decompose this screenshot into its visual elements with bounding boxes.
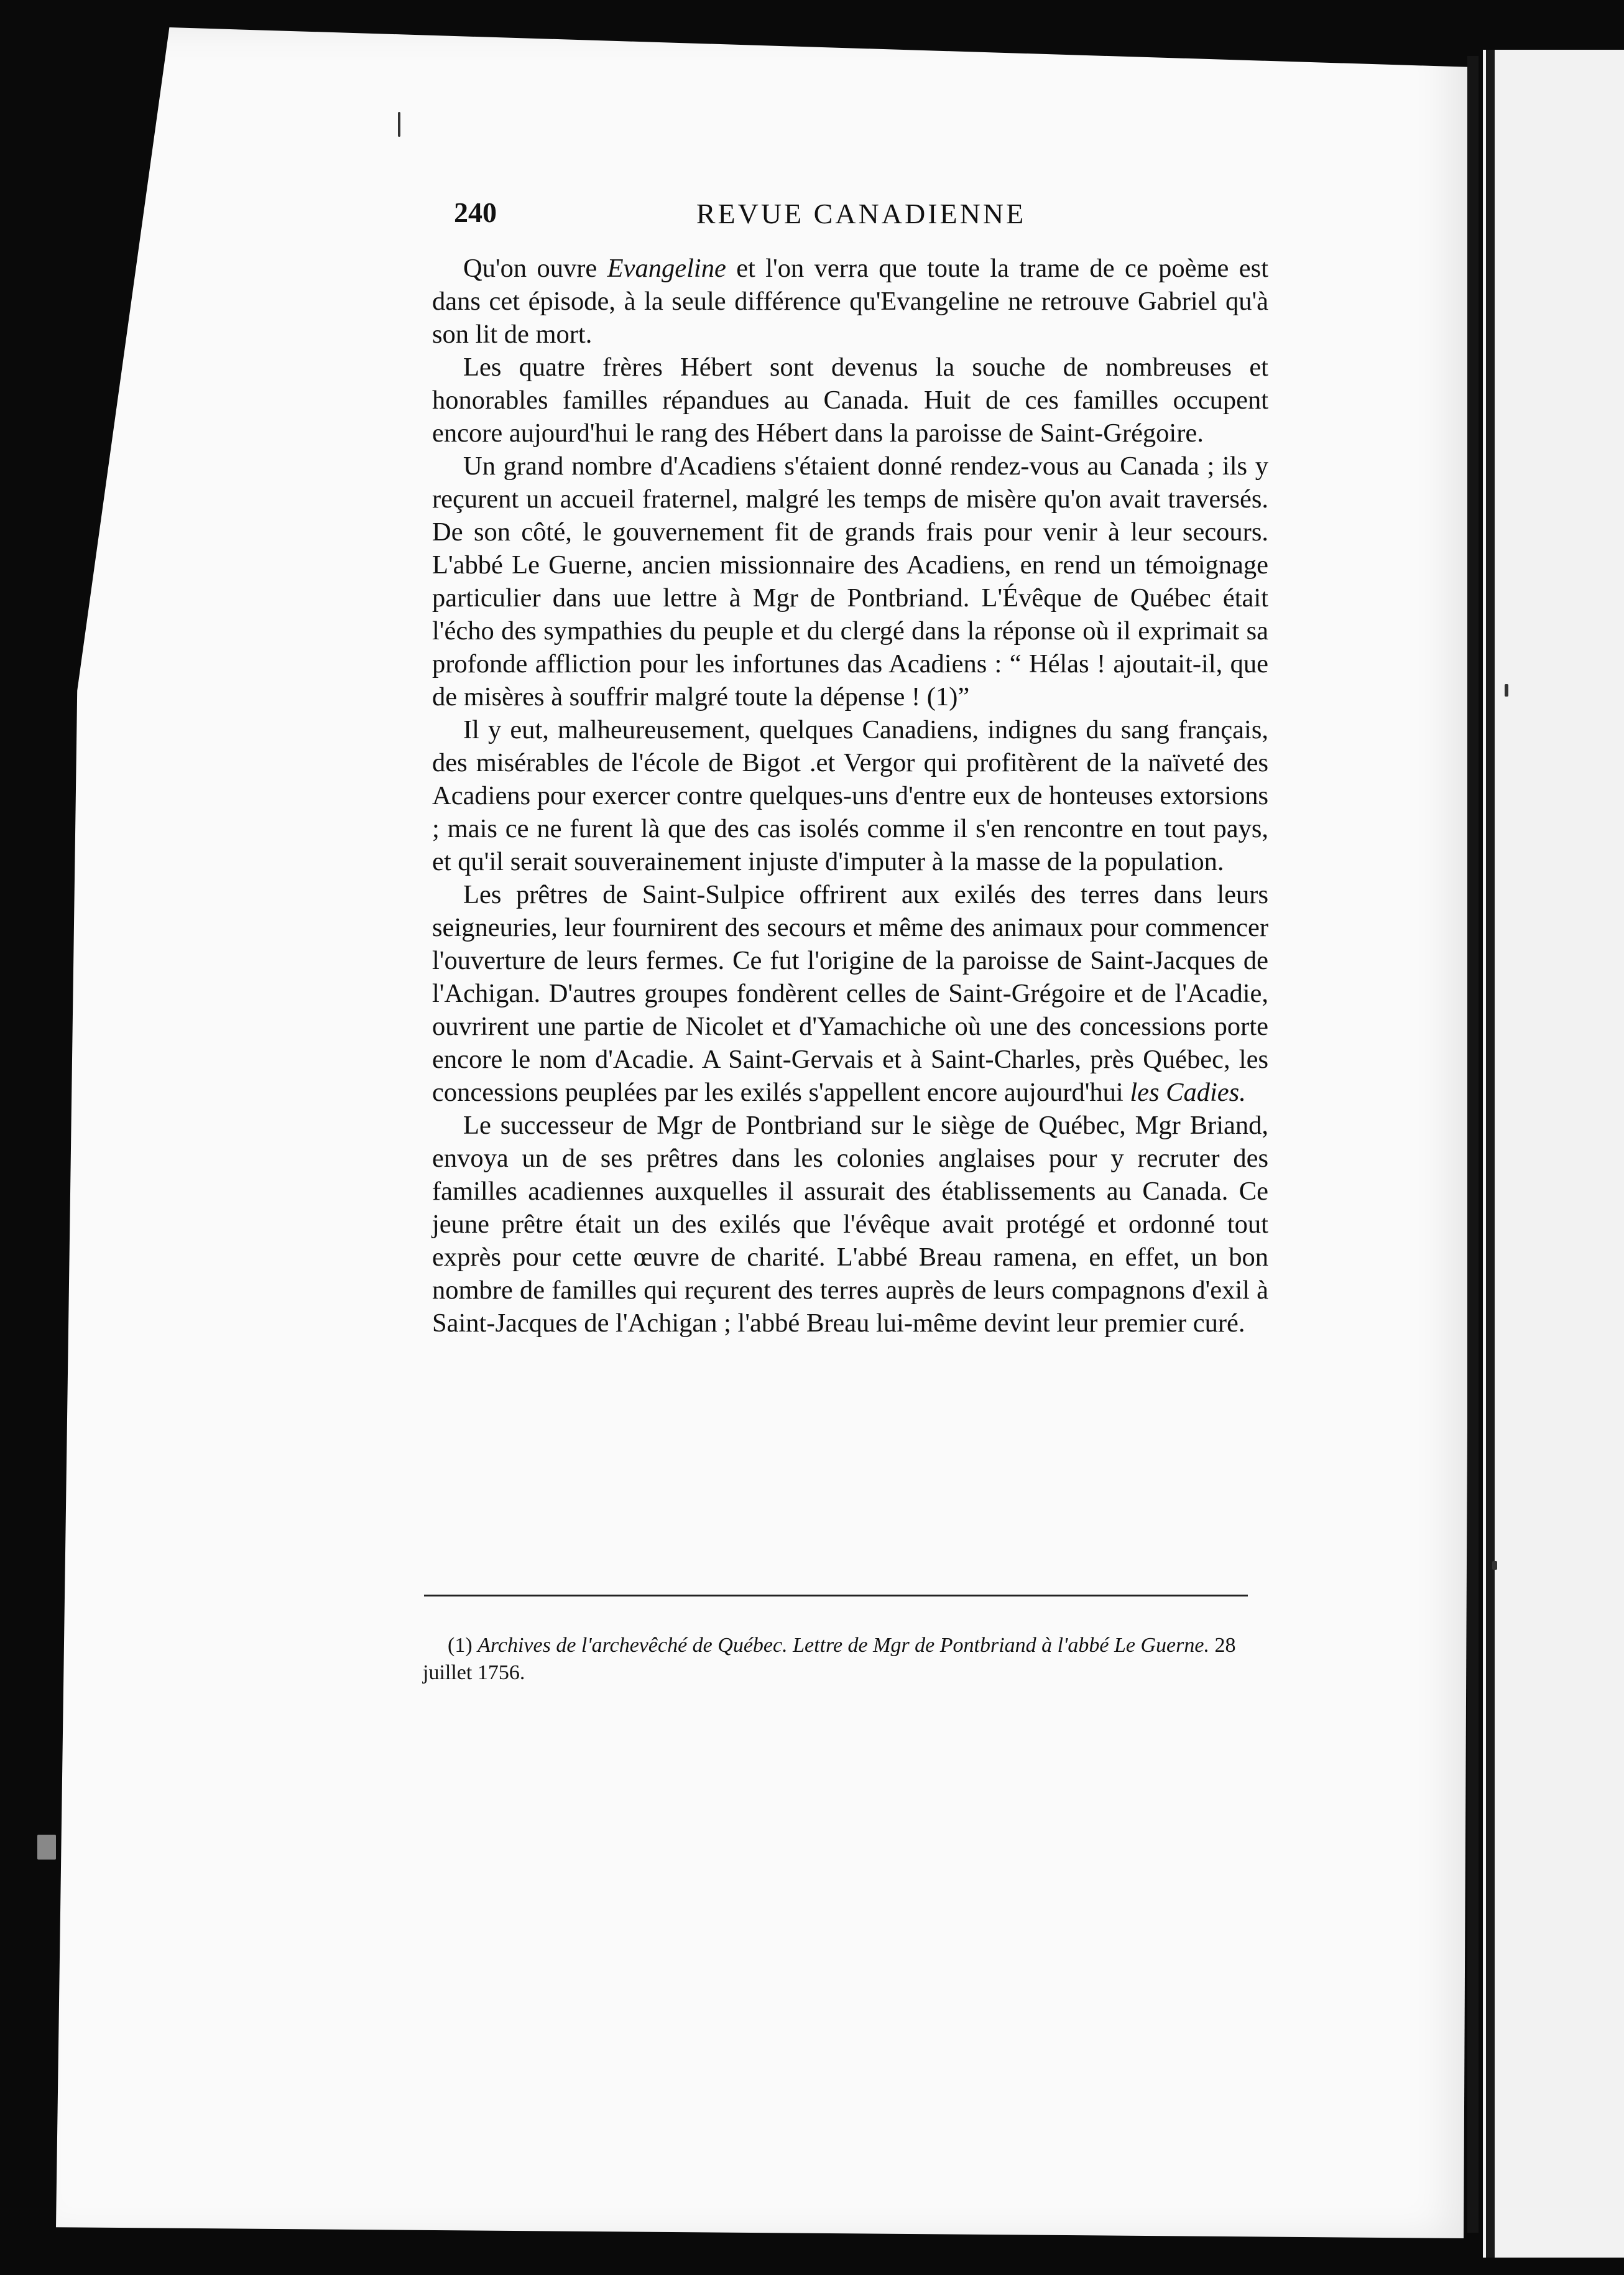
scan-speck xyxy=(398,112,400,137)
page-edge-shadow xyxy=(1467,56,1479,2233)
paragraph xyxy=(432,878,1268,1109)
paragraph: Le successeur de Mgr de Pontbriand sur le siège de Québec, Mgr Briand, envoya un de ses prêtres dans les colonies anglaises pour y recruter des familles acadiennes auxquelles il assurait des établissements au Canada. Ce jeune prêtre était un des exilés que l'évêque avait protégé et ordonné tout exprès pour cette œuvre de charité. L'abbé Breau ramena, en effet, un bon nombre de familles qui reçurent des terres auprès de leurs compagnons d'exil à Saint-Jacques de l'Achigan ; l'abbé Breau lui-même devint leur premier curé. xyxy=(432,1111,1268,1338)
adjacent-page xyxy=(1483,50,1624,2258)
paragraph-text: et l'on verra que toute la trame de ce poème est dans cet épisode, à la seule différence qu'Evangeline ne retrouve Gabriel qu'à son lit de mort. xyxy=(432,254,1269,349)
paragraph-text: Qu'on ouvre xyxy=(463,254,607,283)
page-number: 240 xyxy=(454,197,497,228)
binding-edge xyxy=(1486,50,1495,2258)
scan-speck xyxy=(37,1835,56,1860)
paragraph: Il y eut, malheureusement, quelques Canadiens, indignes du sang français, des misérables de l'école de Bigot .et Vergor qui profitèrent de la naïveté des Acadiens pour exercer contre quelques-uns d'entre eux de honteuses extorsions ; mais ce ne furent là que des cas isolés comme il s'en rencontre en tout pays, et qu'il serait souverainement injuste d'imputer à la masse de la population. xyxy=(432,715,1268,876)
footnote-divider xyxy=(424,1595,1248,1596)
scan-speck xyxy=(1505,684,1508,697)
paragraph: Un grand nombre d'Acadiens s'étaient donné rendez-vous au Canada ; ils y reçurent un accueil fraternel, malgré les temps de misère qu'on avait traversés. De son côté, le gouvernement fit de grands frais pour venir à leur secours. L'abbé Le Guerne, ancien missionnaire des Acadiens, en rend un témoignage particulier dans uue lettre à Mgr de Pontbriand. L'Évêque de Québec était l'écho des sympathies du peuple et du clergé dans la réponse où il exprimait sa profonde affliction pour les infortunes das Acadiens : “ Hélas ! ajoutait-il, que de misères à souffrir malgré toute la dépense ! (1)” xyxy=(432,452,1268,711)
paragraph: Les quatre frères Hébert sont devenus la souche de nombreuses et honorables familles répandues au Canada. Huit de ces familles occupent encore aujourd'hui le rang des Hébert dans la paroisse de Saint-Grégoire. xyxy=(432,353,1268,448)
scan-speck xyxy=(1492,1561,1497,1570)
page-header xyxy=(454,196,1268,239)
paragraph-text: Les prêtres de Saint-Sulpice offrirent aux exilés des terres dans leurs seigneuries, leur fournirent des secours et même des animaux pour commencer l'ouverture de leurs fermes. Ce fut l'origine de la paroisse de Saint-Jacques de l'Achigan. D'autres groupes fondèrent celles de Saint-Grégoire et de l'Acadie, ouvrirent une partie de Nicolet et d'Yamachiche où une des concessions porte encore le nom d'Acadie. A Saint-Gervais et à Saint-Charles, près Québec, les concessions peuplées par les exilés s'appellent encore aujourd'hui xyxy=(432,880,1268,1107)
running-title: REVUE CANADIENNE xyxy=(696,198,1027,229)
article-body xyxy=(432,252,1268,1340)
footnote-date: 28 juillet 1756. xyxy=(423,1634,1236,1684)
footnote xyxy=(423,1632,1250,1687)
italic-title: Evangeline xyxy=(607,254,726,283)
footnote-text: Archives de l'archevêché de Québec. Lettre de Mgr de Pontbriand à l'abbé Le Guerne. xyxy=(478,1634,1215,1657)
footnote-marker: (1) xyxy=(448,1634,478,1657)
paragraph xyxy=(432,252,1268,351)
italic-phrase: les Cadies. xyxy=(1130,1078,1246,1107)
